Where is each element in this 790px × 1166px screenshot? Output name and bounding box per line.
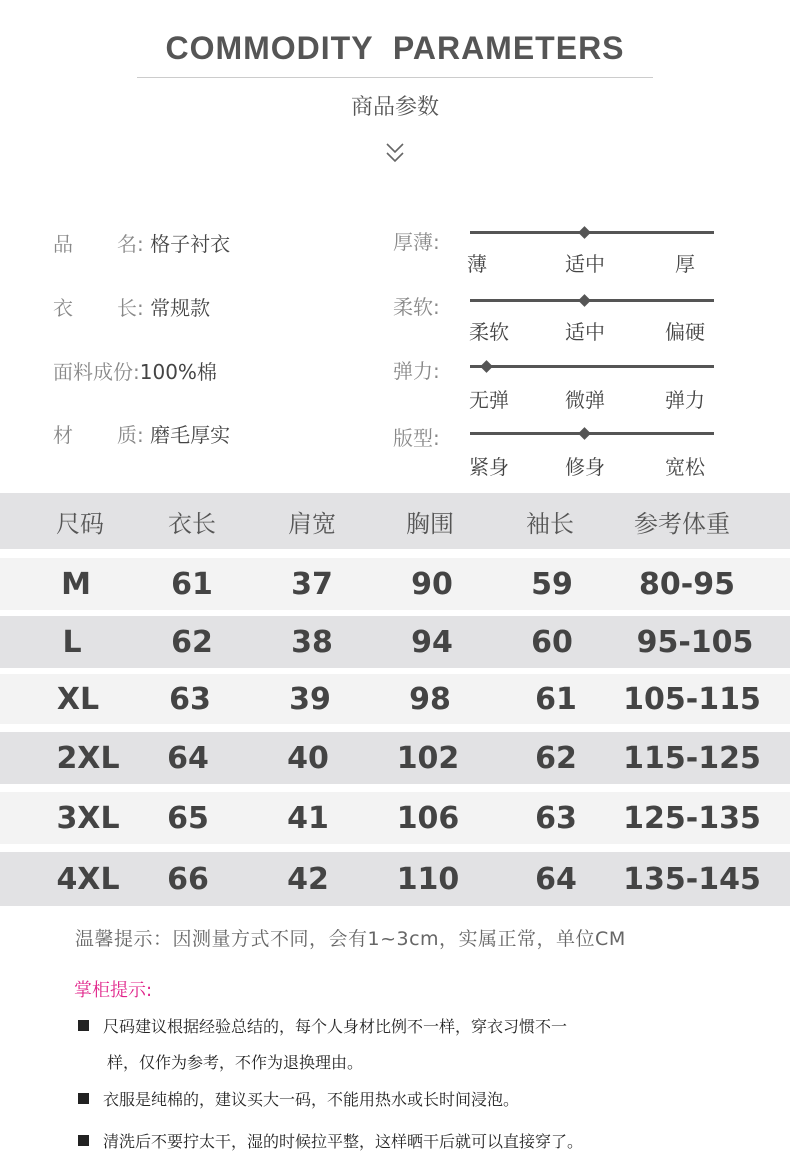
shopkeeper-tip-title: 掌柜提示:: [74, 980, 153, 1001]
slider-thickness-tick: 薄: [467, 252, 487, 276]
cell-length: 61: [171, 566, 213, 602]
measurement-note: 温馨提示：因测量方式不同，会有1~3cm，实属正常，单位CM: [75, 928, 626, 950]
cell-size: M: [61, 566, 91, 602]
header-chest: 胸围: [406, 509, 454, 538]
cell-shoulder: 42: [287, 861, 329, 897]
header-weight: 参考体重: [634, 509, 730, 538]
tip-bullet: 尺码建议根据经验总结的，每个人身材比例不一样，穿衣习惯不一: [78, 1014, 567, 1037]
slider-softness-track: [470, 299, 714, 302]
cell-weight: 135-145: [623, 861, 761, 897]
param-length-value: 常规款: [150, 296, 211, 320]
cell-weight: 105-115: [623, 681, 761, 717]
cell-sleeve: 63: [535, 800, 577, 836]
cell-shoulder: 40: [287, 740, 329, 776]
cell-size: 3XL: [56, 800, 120, 836]
cell-sleeve: 61: [535, 681, 577, 717]
slider-elasticity-marker: [480, 360, 493, 373]
param-name: 品 名: 格子衬衣: [53, 232, 231, 256]
slider-thickness-marker: [578, 226, 591, 239]
cell-sleeve: 64: [535, 861, 577, 897]
cell-length: 63: [169, 681, 211, 717]
cell-weight: 80-95: [639, 566, 735, 602]
page-subtitle: 商品参数: [350, 95, 439, 120]
slider-fit-tick: 紧身: [469, 455, 509, 479]
cell-chest: 110: [396, 861, 460, 897]
cell-shoulder: 41: [287, 800, 329, 836]
slider-softness-tick: 柔软: [469, 320, 509, 344]
slider-thickness-tick: 适中: [565, 252, 605, 276]
header-shoulder: 肩宽: [288, 509, 336, 538]
slider-fit-tick: 宽松: [665, 455, 705, 479]
cell-length: 66: [167, 861, 209, 897]
slider-elasticity-label: 弹力:: [393, 359, 440, 383]
cell-shoulder: 37: [291, 566, 333, 602]
slider-softness-tick: 偏硬: [665, 320, 705, 344]
slider-fit-tick: 修身: [565, 455, 605, 479]
param-length: 衣 长: 常规款: [53, 296, 211, 320]
double-chevron-down-icon: [384, 140, 406, 168]
slider-elasticity-tick: 无弹: [469, 388, 509, 412]
cell-size: L: [62, 624, 82, 660]
cell-length: 62: [171, 624, 213, 660]
tip-bullet: 衣服是纯棉的，建议买大一码，不能用热水或长时间浸泡。: [78, 1087, 519, 1110]
cell-chest: 98: [409, 681, 451, 717]
table-row: [0, 732, 790, 784]
param-fabric-value: 100%棉: [139, 360, 217, 384]
cell-shoulder: 39: [289, 681, 331, 717]
slider-softness-tick: 适中: [565, 320, 605, 344]
slider-elasticity-track: [470, 365, 714, 368]
cell-weight: 95-105: [636, 624, 754, 660]
cell-size: XL: [56, 681, 100, 717]
cell-chest: 90: [411, 566, 453, 602]
slider-fit-label: 版型:: [393, 426, 440, 450]
table-row: [0, 674, 790, 724]
size-table-header: [0, 493, 790, 549]
cell-sleeve: 60: [531, 624, 573, 660]
cell-size: 4XL: [56, 861, 120, 897]
table-row: [0, 852, 790, 906]
param-name-value: 格子衬衣: [150, 232, 231, 256]
square-bullet-icon: [78, 1020, 89, 1031]
title-divider: [137, 77, 653, 78]
param-material-value: 磨毛厚实: [150, 423, 231, 447]
cell-chest: 102: [396, 740, 460, 776]
tip-bullet: 清洗后不要拧太干，湿的时候拉平整，这样晒干后就可以直接穿了。: [78, 1129, 583, 1152]
cell-size: 2XL: [56, 740, 120, 776]
header-sleeve: 袖长: [526, 509, 574, 538]
header-size: 尺码: [56, 509, 104, 538]
table-row: [0, 792, 790, 844]
cell-weight: 125-135: [623, 800, 761, 836]
square-bullet-icon: [78, 1135, 89, 1146]
param-material: 材 质: 磨毛厚实: [53, 423, 231, 447]
slider-elasticity-tick: 微弹: [565, 388, 605, 412]
cell-length: 64: [167, 740, 209, 776]
table-row: [0, 558, 790, 610]
cell-length: 65: [167, 800, 209, 836]
slider-softness-label: 柔软:: [393, 295, 440, 319]
slider-thickness-tick: 厚: [675, 252, 695, 276]
tip-bullet-continued: 样，仅作为参考，不作为退换理由。: [107, 1053, 364, 1072]
slider-thickness-label: 厚薄:: [393, 230, 440, 254]
cell-sleeve: 59: [531, 566, 573, 602]
slider-softness-marker: [578, 294, 591, 307]
slider-fit-marker: [578, 427, 591, 440]
header-length: 衣长: [168, 509, 216, 538]
slider-fit-track: [470, 432, 714, 435]
table-row: [0, 616, 790, 668]
cell-sleeve: 62: [535, 740, 577, 776]
cell-chest: 106: [396, 800, 460, 836]
page-title: COMMODITY PARAMETERS: [165, 30, 625, 66]
slider-thickness-track: [470, 231, 714, 234]
cell-chest: 94: [411, 624, 453, 660]
square-bullet-icon: [78, 1093, 89, 1104]
cell-weight: 115-125: [623, 740, 761, 776]
slider-elasticity-tick: 弹力: [665, 388, 705, 412]
cell-shoulder: 38: [291, 624, 333, 660]
param-fabric: 面料成份:100%棉: [53, 360, 217, 384]
